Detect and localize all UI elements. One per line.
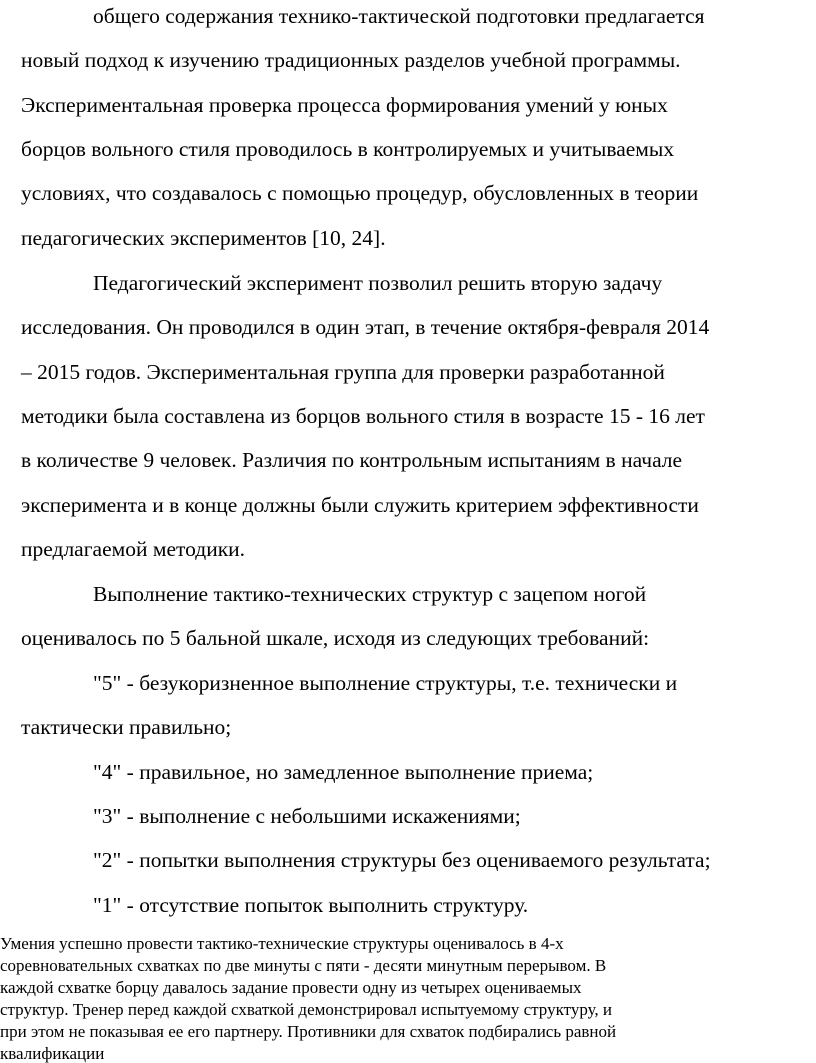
text-line: Экспериментальная проверка процесса формирования умений у юных: [21, 93, 668, 117]
grade-3-line: "3" - выполнение с небольшими искажениями;: [93, 804, 521, 828]
text-line: Педагогический эксперимент позволил решить вторую задачу: [93, 271, 663, 295]
footer-line: соревновательных схватках по две минуты с пяти - десяти минутным перерывом. В: [0, 956, 607, 975]
text-line: борцов вольного стиля проводилось в контролируемых и учитываемых: [21, 137, 675, 161]
grade-5-line: "5" - безукоризненное выполнение структуры, т.е. технически и: [93, 671, 678, 695]
text-line: оценивалось по 5 бальной шкале, исходя из следующих требований:: [21, 626, 650, 650]
grade-2-line: "2" - попытки выполнения структуры без оцениваемого результата;: [93, 848, 711, 872]
text-line: условиях, что создавалось с помощью процедур, обусловленных в теории: [21, 181, 699, 205]
text-line: исследования. Он проводился в один этап, в течение октября-февраля 2014: [21, 315, 710, 339]
text-line: методики была составлена из борцов вольного стиля в возрасте 15 - 16 лет: [21, 404, 705, 428]
text-line: новый подход к изучению традиционных разделов учебной программы.: [21, 48, 681, 72]
text-line: Выполнение тактико-технических структур с зацепом ногой: [93, 582, 647, 606]
footer-line: квалификации: [0, 1044, 105, 1063]
text-line: педагогических экспериментов [10, 24].: [21, 226, 386, 250]
grade-4-line: "4" - правильное, но замедленное выполнение приема;: [93, 760, 594, 784]
text-line: эксперимента и в конце должны были служить критерием эффективности: [21, 493, 699, 517]
grade-1-line: "1" - отсутствие попыток выполнить структуру.: [93, 893, 529, 917]
grade-5-continuation: тактически правильно;: [21, 715, 232, 739]
text-line: предлагаемой методики.: [21, 537, 246, 561]
footer-line: каждой схватке борцу давалось задание провести одну из четырех оцениваемых: [0, 978, 582, 997]
text-line: в количестве 9 человек. Различия по контрольным испытаниям в начале: [21, 448, 683, 472]
footer-line: при этом не показывая ее его партнеру. Противники для схваток подбирались равной: [0, 1022, 617, 1041]
text-line: – 2015 годов. Экспериментальная группа для проверки разработанной: [21, 360, 665, 384]
footer-line: Умения успешно провести тактико-технические структуры оценивалось в 4-х: [0, 934, 564, 953]
text-line: общего содержания технико-тактической подготовки предлагается: [93, 4, 705, 28]
footer-line: структур. Тренер перед каждой схваткой демонстрировал испытуемому структуру, и: [0, 1000, 612, 1019]
